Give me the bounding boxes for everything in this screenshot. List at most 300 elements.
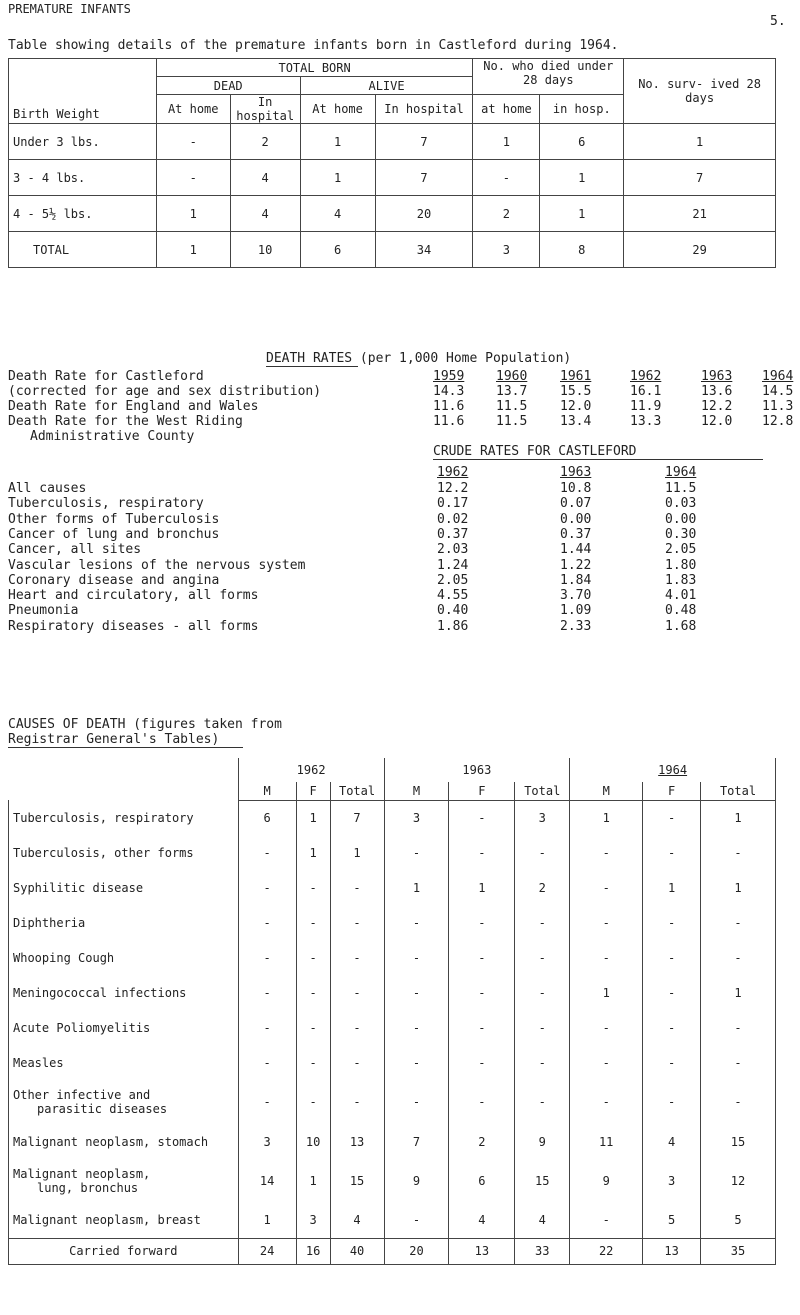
year-header: 1962	[437, 465, 469, 480]
cell: -	[296, 1010, 330, 1045]
crude-rate-label: Heart and circulatory, all forms	[8, 588, 259, 604]
crude-rate-value: 0.00	[560, 511, 592, 527]
sub-header: F	[296, 782, 330, 800]
rate-value: 13.4	[560, 414, 592, 429]
row-label: 4 - 5½ lbs.	[9, 196, 157, 232]
rate-value: 14.3	[433, 384, 465, 399]
row-label	[9, 940, 239, 975]
cell: 1	[296, 800, 330, 835]
crude-rate-value: 0.02	[437, 511, 469, 527]
cell: 1	[540, 196, 624, 232]
rate-value: 11.5	[496, 414, 528, 429]
cell: -	[643, 1045, 701, 1080]
crude-rate-value: 0.17	[437, 496, 469, 512]
cell: 1	[701, 975, 776, 1010]
table-row	[9, 800, 776, 835]
cell: 1	[300, 160, 375, 196]
cell: 6	[300, 232, 375, 268]
row-label-line: Meningococcal infections	[13, 985, 187, 1000]
cell: -	[156, 124, 230, 160]
row-label	[9, 975, 239, 1010]
cell: 4	[230, 160, 300, 196]
cell: 13	[449, 1238, 515, 1264]
cell: 3	[473, 232, 540, 268]
cell: 1	[156, 196, 230, 232]
header-survived-28: No. surv- ived 28 days	[624, 59, 776, 124]
cell: 1	[701, 870, 776, 905]
cell: -	[515, 975, 570, 1010]
crude-rate-label: Other forms of Tuberculosis	[8, 511, 220, 527]
crude-rate-label: Pneumonia	[8, 603, 79, 619]
cell: -	[384, 1080, 449, 1124]
cell: -	[701, 1010, 776, 1045]
crude-rate-value: 1.09	[560, 603, 592, 619]
row-label	[9, 1124, 239, 1159]
table-row-total	[9, 232, 776, 268]
cell: -	[296, 870, 330, 905]
page-header: PREMATURE INFANTS	[8, 2, 131, 16]
sub-header: F	[449, 782, 515, 800]
cell: 6	[540, 124, 624, 160]
cell: -	[449, 905, 515, 940]
rate-value: 12.0	[560, 399, 592, 414]
cell: -	[449, 800, 515, 835]
cell: -	[384, 835, 449, 870]
cell: -	[643, 940, 701, 975]
rate-value: 11.3	[762, 399, 794, 414]
cell: 9	[384, 1159, 449, 1203]
cell: -	[643, 800, 701, 835]
sub-header: At home	[300, 95, 375, 124]
cell: 3	[643, 1159, 701, 1203]
crude-rate-value: 1.44	[560, 542, 592, 558]
row-label-line: Diphtheria	[13, 915, 86, 930]
cell: -	[449, 835, 515, 870]
cell: -	[238, 1010, 296, 1045]
crude-rate-value: 1.68	[665, 618, 697, 634]
cell: 15	[701, 1124, 776, 1159]
row-label	[9, 1203, 239, 1238]
death-rate-label: Death Rate for England and Wales	[8, 399, 259, 414]
cell: -	[296, 940, 330, 975]
cell: -	[296, 1080, 330, 1124]
row-label-line: Measles	[13, 1055, 64, 1070]
row-label-line: Tuberculosis, respiratory	[13, 810, 194, 825]
table-row	[9, 1159, 776, 1203]
cell: -	[296, 975, 330, 1010]
crude-rate-value: 1.83	[665, 572, 697, 588]
cell: -	[384, 1010, 449, 1045]
cell: 1	[624, 124, 776, 160]
cell: 3	[384, 800, 449, 835]
causes-table	[8, 758, 776, 1265]
cell: 6	[449, 1159, 515, 1203]
row-label	[9, 1045, 239, 1080]
table-row	[9, 835, 776, 870]
year-header: 1963	[560, 465, 592, 480]
table-row	[9, 940, 776, 975]
row-label-line: Other infective and	[13, 1088, 151, 1102]
rate-value: 11.6	[433, 414, 465, 429]
cell: 1	[570, 800, 643, 835]
sub-header: At home	[156, 95, 230, 124]
row-label	[9, 870, 239, 905]
row-label: Carried forward	[9, 1238, 239, 1264]
cell: 6	[238, 800, 296, 835]
sub-header: M	[238, 782, 296, 800]
crude-rates-title: CRUDE RATES FOR CASTLEFORD	[433, 444, 637, 459]
cell: -	[330, 1010, 384, 1045]
cell: -	[330, 1080, 384, 1124]
crude-rate-label: Cancer of lung and bronchus	[8, 526, 220, 542]
cell: 7	[624, 160, 776, 196]
cell: -	[570, 940, 643, 975]
sub-header: Total	[515, 782, 570, 800]
cell: -	[515, 905, 570, 940]
table-row	[9, 905, 776, 940]
cell: 4	[449, 1203, 515, 1238]
year-header: 1961	[560, 369, 592, 384]
cell: 10	[296, 1124, 330, 1159]
cell: 1	[300, 124, 375, 160]
row-label-line: Malignant neoplasm, stomach	[13, 1134, 209, 1149]
cell: -	[570, 1045, 643, 1080]
page-number: 5.	[770, 14, 786, 29]
cell: 3	[238, 1124, 296, 1159]
cell: 24	[238, 1238, 296, 1264]
year-header: 1964	[762, 369, 794, 384]
cell: -	[296, 905, 330, 940]
table-row	[9, 975, 776, 1010]
crude-rate-value: 0.40	[437, 603, 469, 619]
cell: 2	[473, 196, 540, 232]
cell: 4	[230, 196, 300, 232]
crude-rate-value: 0.48	[665, 603, 697, 619]
cell: 3	[515, 800, 570, 835]
sub-header: In hospital	[230, 95, 300, 124]
crude-rate-value: 0.37	[560, 526, 592, 542]
row-label	[9, 800, 239, 835]
row-label-line: Malignant neoplasm, breast	[13, 1213, 201, 1228]
row-label-line: lung, bronchus	[37, 1181, 139, 1195]
table-row	[9, 1010, 776, 1045]
cell: -	[384, 975, 449, 1010]
cell: -	[330, 975, 384, 1010]
cell: 5	[701, 1203, 776, 1238]
cell: 4	[643, 1124, 701, 1159]
cell: 2	[230, 124, 300, 160]
cell: -	[473, 160, 540, 196]
causes-title: CAUSES OF DEATH (figures taken from	[8, 717, 282, 732]
cell: -	[515, 835, 570, 870]
cell: -	[238, 1080, 296, 1124]
cell: -	[515, 1045, 570, 1080]
row-label: Under 3 lbs.	[9, 124, 157, 160]
death-rate-label: Death Rate for Castleford	[8, 369, 204, 384]
cell: -	[238, 975, 296, 1010]
rate-value: 14.5	[762, 384, 794, 399]
crude-rate-value: 0.03	[665, 496, 697, 512]
cell: 20	[384, 1238, 449, 1264]
table-row	[9, 160, 776, 196]
cell: -	[238, 835, 296, 870]
header-total-born: TOTAL BORN	[156, 59, 473, 77]
crude-rate-value: 2.03	[437, 542, 469, 558]
crude-rate-label: Vascular lesions of the nervous system	[8, 557, 306, 573]
cell: -	[643, 975, 701, 1010]
cell: 10	[230, 232, 300, 268]
cell: -	[238, 1045, 296, 1080]
cell: 8	[540, 232, 624, 268]
crude-rate-value: 1.24	[437, 557, 469, 573]
cell: 33	[515, 1238, 570, 1264]
crude-rate-value: 2.33	[560, 618, 592, 634]
cell: -	[515, 1080, 570, 1124]
cell: -	[384, 905, 449, 940]
cell: 34	[375, 232, 473, 268]
cell: 21	[624, 196, 776, 232]
cell: 1	[570, 975, 643, 1010]
cell: 2	[515, 870, 570, 905]
cell: 14	[238, 1159, 296, 1203]
cell: 4	[300, 196, 375, 232]
corner-blank	[9, 758, 239, 782]
year-header: 1960	[496, 369, 528, 384]
crude-rate-value: 0.30	[665, 526, 697, 542]
cell: 1	[643, 870, 701, 905]
row-label: TOTAL	[9, 232, 157, 268]
row-label-line: Whooping Cough	[13, 950, 115, 965]
sub-header: in hosp.	[540, 95, 624, 124]
crude-rate-value: 12.2	[437, 481, 469, 496]
crude-rate-value: 0.07	[560, 496, 592, 512]
death-rate-label: Administrative County	[30, 429, 195, 444]
year-header: 1963	[701, 369, 733, 384]
cell: 1	[384, 870, 449, 905]
row-label	[9, 835, 239, 870]
death-rate-label: Death Rate for the West Riding	[8, 414, 243, 429]
crude-rate-label: Coronary disease and angina	[8, 572, 220, 588]
cell: -	[570, 905, 643, 940]
cell: -	[156, 160, 230, 196]
rate-value: 16.1	[630, 384, 662, 399]
table-row	[9, 1045, 776, 1080]
cell: 1	[540, 160, 624, 196]
crude-rate-value: 1.86	[437, 618, 469, 634]
cell: -	[330, 870, 384, 905]
crude-rate-value: 0.37	[437, 526, 469, 542]
cell: -	[515, 940, 570, 975]
cell: 12	[701, 1159, 776, 1203]
cell: 40	[330, 1238, 384, 1264]
cell: -	[449, 940, 515, 975]
crude-rate-label: Cancer, all sites	[8, 542, 142, 558]
cell: 5	[643, 1203, 701, 1238]
rate-value: 13.3	[630, 414, 662, 429]
rate-value: 12.8	[762, 414, 794, 429]
carried-forward-row	[9, 1238, 776, 1264]
death-rates-title: DEATH RATES (per 1,000 Home Population)	[266, 351, 572, 366]
cell: -	[643, 1010, 701, 1045]
sub-header: Total	[701, 782, 776, 800]
intro-text: Table showing details of the premature infants born in Castleford during 1964.	[8, 38, 619, 53]
cell: -	[701, 835, 776, 870]
row-label-line: Syphilitic disease	[13, 880, 144, 895]
cell: -	[449, 1010, 515, 1045]
crude-rate-label: All causes	[8, 481, 87, 496]
row-label	[9, 905, 239, 940]
cell: 16	[296, 1238, 330, 1264]
cell: -	[238, 940, 296, 975]
cell: -	[570, 1010, 643, 1045]
year-header: 1962	[630, 369, 662, 384]
header-birth-weight: Birth Weight	[9, 59, 157, 124]
year-1962: 1962	[238, 758, 384, 782]
row-label	[9, 1010, 239, 1045]
cell: -	[515, 1010, 570, 1045]
cell: -	[701, 1045, 776, 1080]
crude-rate-value: 0.00	[665, 511, 697, 527]
header-dead: DEAD	[156, 77, 300, 95]
cell: -	[570, 835, 643, 870]
sub-header: F	[643, 782, 701, 800]
crude-rate-value: 4.01	[665, 588, 697, 604]
year-header: 1959	[433, 369, 465, 384]
cell: -	[570, 1203, 643, 1238]
row-label: 3 - 4 lbs.	[9, 160, 157, 196]
cell: 3	[296, 1203, 330, 1238]
cell: -	[570, 870, 643, 905]
cell: 22	[570, 1238, 643, 1264]
cell: 1	[238, 1203, 296, 1238]
sub-header: M	[570, 782, 643, 800]
cell: -	[384, 940, 449, 975]
cell: 13	[330, 1124, 384, 1159]
cell: -	[643, 835, 701, 870]
crude-rate-value: 3.70	[560, 588, 592, 604]
sub-header: Total	[330, 782, 384, 800]
crude-rate-value: 11.5	[665, 481, 697, 496]
sub-header: M	[384, 782, 449, 800]
crude-rate-label: Respiratory diseases - all forms	[8, 618, 259, 634]
cell: 1	[449, 870, 515, 905]
rate-value: 12.0	[701, 414, 733, 429]
crude-rate-value: 1.84	[560, 572, 592, 588]
crude-rate-value: 10.8	[560, 481, 592, 496]
cell: 15	[515, 1159, 570, 1203]
cell: 20	[375, 196, 473, 232]
crude-rate-value: 1.80	[665, 557, 697, 573]
cell: -	[701, 1080, 776, 1124]
rate-value: 13.6	[701, 384, 733, 399]
cell: -	[643, 1080, 701, 1124]
rate-value: 11.5	[496, 399, 528, 414]
header-died-28: No. who died under 28 days	[473, 59, 624, 95]
cell: 1	[296, 835, 330, 870]
rate-value: 12.2	[701, 399, 733, 414]
crude-rate-value: 4.55	[437, 588, 469, 604]
cell: 1	[701, 800, 776, 835]
cell: 4	[330, 1203, 384, 1238]
crude-rate-value: 1.22	[560, 557, 592, 573]
table-row	[9, 1080, 776, 1124]
cell: 1	[156, 232, 230, 268]
table-row	[9, 1203, 776, 1238]
cell: 29	[624, 232, 776, 268]
cell: 1	[296, 1159, 330, 1203]
sub-header: at home	[473, 95, 540, 124]
rate-value: 15.5	[560, 384, 592, 399]
cell: 15	[330, 1159, 384, 1203]
row-label-line: Tuberculosis, other forms	[13, 845, 194, 860]
row-label-line: parasitic diseases	[37, 1102, 168, 1116]
cell: 9	[515, 1124, 570, 1159]
causes-title-2: Registrar General's Tables)	[8, 732, 220, 747]
cell: -	[384, 1045, 449, 1080]
sub-header: In hospital	[375, 95, 473, 124]
cell: -	[643, 905, 701, 940]
cell: 7	[384, 1124, 449, 1159]
premature-table	[8, 58, 776, 268]
cell: 2	[449, 1124, 515, 1159]
cell: -	[330, 940, 384, 975]
header-alive: ALIVE	[300, 77, 473, 95]
cell: 13	[643, 1238, 701, 1264]
cell: -	[449, 975, 515, 1010]
year-1964: 1964	[570, 758, 776, 782]
cell: 35	[701, 1238, 776, 1264]
cell: 4	[515, 1203, 570, 1238]
table-row	[9, 870, 776, 905]
year-1963: 1963	[384, 758, 570, 782]
cell: -	[449, 1080, 515, 1124]
rate-value: 11.9	[630, 399, 662, 414]
cell: 7	[330, 800, 384, 835]
cell: 11	[570, 1124, 643, 1159]
row-label	[9, 1080, 239, 1124]
cell: -	[238, 870, 296, 905]
table-row	[9, 1124, 776, 1159]
cell: -	[701, 905, 776, 940]
cell: -	[384, 1203, 449, 1238]
cell: 1	[473, 124, 540, 160]
row-label	[9, 1159, 239, 1203]
row-label-line: Acute Poliomyelitis	[13, 1020, 151, 1035]
cell: -	[701, 940, 776, 975]
crude-rate-value: 2.05	[665, 542, 697, 558]
table-row	[9, 124, 776, 160]
death-rate-label: (corrected for age and sex distribution)	[8, 384, 322, 399]
row-label-line: Malignant neoplasm,	[13, 1167, 151, 1181]
cell: -	[330, 1045, 384, 1080]
cell: -	[330, 905, 384, 940]
corner-blank	[9, 782, 239, 800]
cell: -	[296, 1045, 330, 1080]
cell: 7	[375, 124, 473, 160]
rate-value: 13.7	[496, 384, 528, 399]
cell: -	[238, 905, 296, 940]
cell: 9	[570, 1159, 643, 1203]
cell: -	[570, 1080, 643, 1124]
table-row	[9, 196, 776, 232]
crude-rate-label: Tuberculosis, respiratory	[8, 496, 204, 512]
cell: -	[449, 1045, 515, 1080]
rate-value: 11.6	[433, 399, 465, 414]
year-header: 1964	[665, 465, 697, 480]
cell: 1	[330, 835, 384, 870]
crude-rate-value: 2.05	[437, 572, 469, 588]
cell: 7	[375, 160, 473, 196]
